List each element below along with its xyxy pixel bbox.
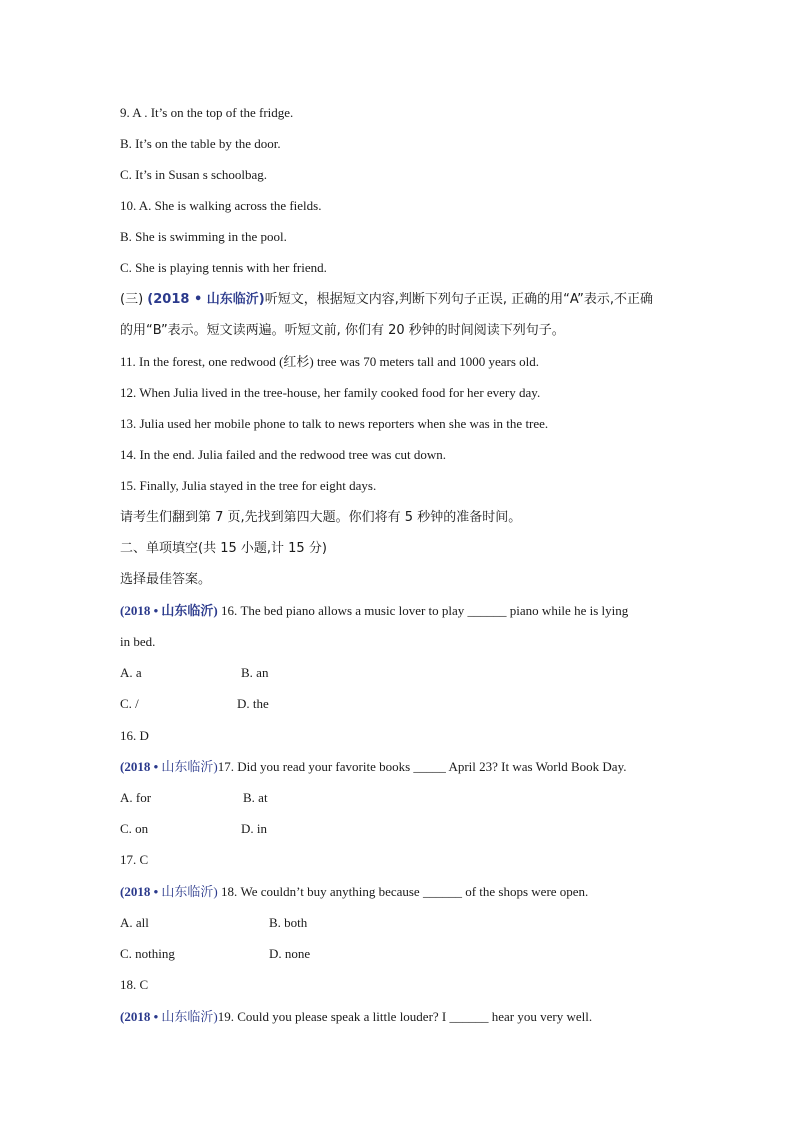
q19-stem-text: 19. Could you please speak a little louder? I ______ hear you very well. (217, 1009, 593, 1024)
q10-option-a: 10. A. She is walking across the fields. (120, 198, 322, 213)
q17-answer: 17. C (120, 852, 149, 867)
source-year: (2018 • (120, 884, 162, 899)
q17-option-d: D. in (241, 821, 267, 836)
q16-option-a: A. a (120, 665, 142, 680)
q17-option-a: A. for (120, 790, 152, 805)
q16-stem-continued: in bed. (120, 634, 156, 649)
q18-option-b: B. both (269, 915, 308, 930)
source-year: (2018 • (120, 759, 162, 774)
source-place: 山东临沂) (161, 884, 218, 899)
statement-14: 14. In the end. Julia failed and the redwood tree was cut down. (120, 447, 446, 462)
q19-stem (120, 1009, 592, 1025)
section-three-marker: (三) (120, 292, 144, 307)
q16-stem (120, 603, 628, 619)
source-year: (2018 • (120, 1009, 162, 1024)
part-two-heading: 二、单项填空(共 15 小题,计 15 分) (120, 541, 327, 556)
q9-option-c: C. It’s in Susan s schoolbag. (120, 167, 267, 182)
q18-stem-text: 18. We couldn’t buy anything because ______ of the shops were open. (217, 884, 589, 899)
q17-option-c: C. on (120, 821, 149, 836)
section-three-instruction-line1 (120, 292, 653, 308)
q10-option-b: B. She is swimming in the pool. (120, 229, 287, 244)
turn-page-instruction: 请考生们翻到第 7 页,先找到第四大题。你们将有 5 秒钟的准备时间。 (120, 510, 522, 525)
q18-option-a: A. all (120, 915, 149, 930)
section-three-instruction-line2: 的用“B”表示。短文读两遍。听短文前, 你们有 20 秒钟的时间阅读下列句子。 (120, 323, 565, 338)
source-tag: (2018 • 山东临沂) (120, 603, 218, 618)
section-three-instruction-text: 听短文，根据短文内容,判断下列句子正误, 正确的用“A”表示,不正确 (264, 292, 654, 307)
statement-11: 11. In the forest, one redwood (红杉) tree was 70 meters tall and 1000 years old. (120, 354, 540, 369)
q16-option-c: C. / (120, 696, 139, 711)
source-place: 山东临沂) (161, 1009, 218, 1024)
part-two-instruction: 选择最佳答案。 (120, 572, 212, 587)
q18-option-c: C. nothing (120, 946, 175, 961)
q10-option-c: C. She is playing tennis with her friend. (120, 260, 327, 275)
q16-answer: 16. D (120, 728, 149, 743)
statement-12: 12. When Julia lived in the tree-house, her family cooked food for her every day. (120, 385, 541, 400)
q9-option-b: B. It’s on the table by the door. (120, 136, 281, 151)
q9-option-a: 9. A . It’s on the top of the fridge. (120, 105, 294, 120)
q17-option-b: B. at (243, 790, 268, 805)
statement-15: 15. Finally, Julia stayed in the tree for eight days. (120, 478, 377, 493)
q17-stem-text: 17. Did you read your favorite books _____ April 23? It was World Book Day. (217, 759, 627, 774)
source-tag: (2018 • 山东临沂) (147, 292, 265, 307)
q16-stem-text: 16. The bed piano allows a music lover to play ______ piano while he is lying (217, 603, 629, 618)
q18-answer: 18. C (120, 977, 149, 992)
q16-option-b: B. an (241, 665, 269, 680)
q18-stem (120, 884, 588, 900)
q16-option-d: D. the (237, 696, 269, 711)
statement-13: 13. Julia used her mobile phone to talk to news reporters when she was in the tree. (120, 416, 549, 431)
source-place: 山东临沂) (161, 759, 218, 774)
q18-option-d: D. none (269, 946, 311, 961)
q17-stem (120, 759, 627, 775)
